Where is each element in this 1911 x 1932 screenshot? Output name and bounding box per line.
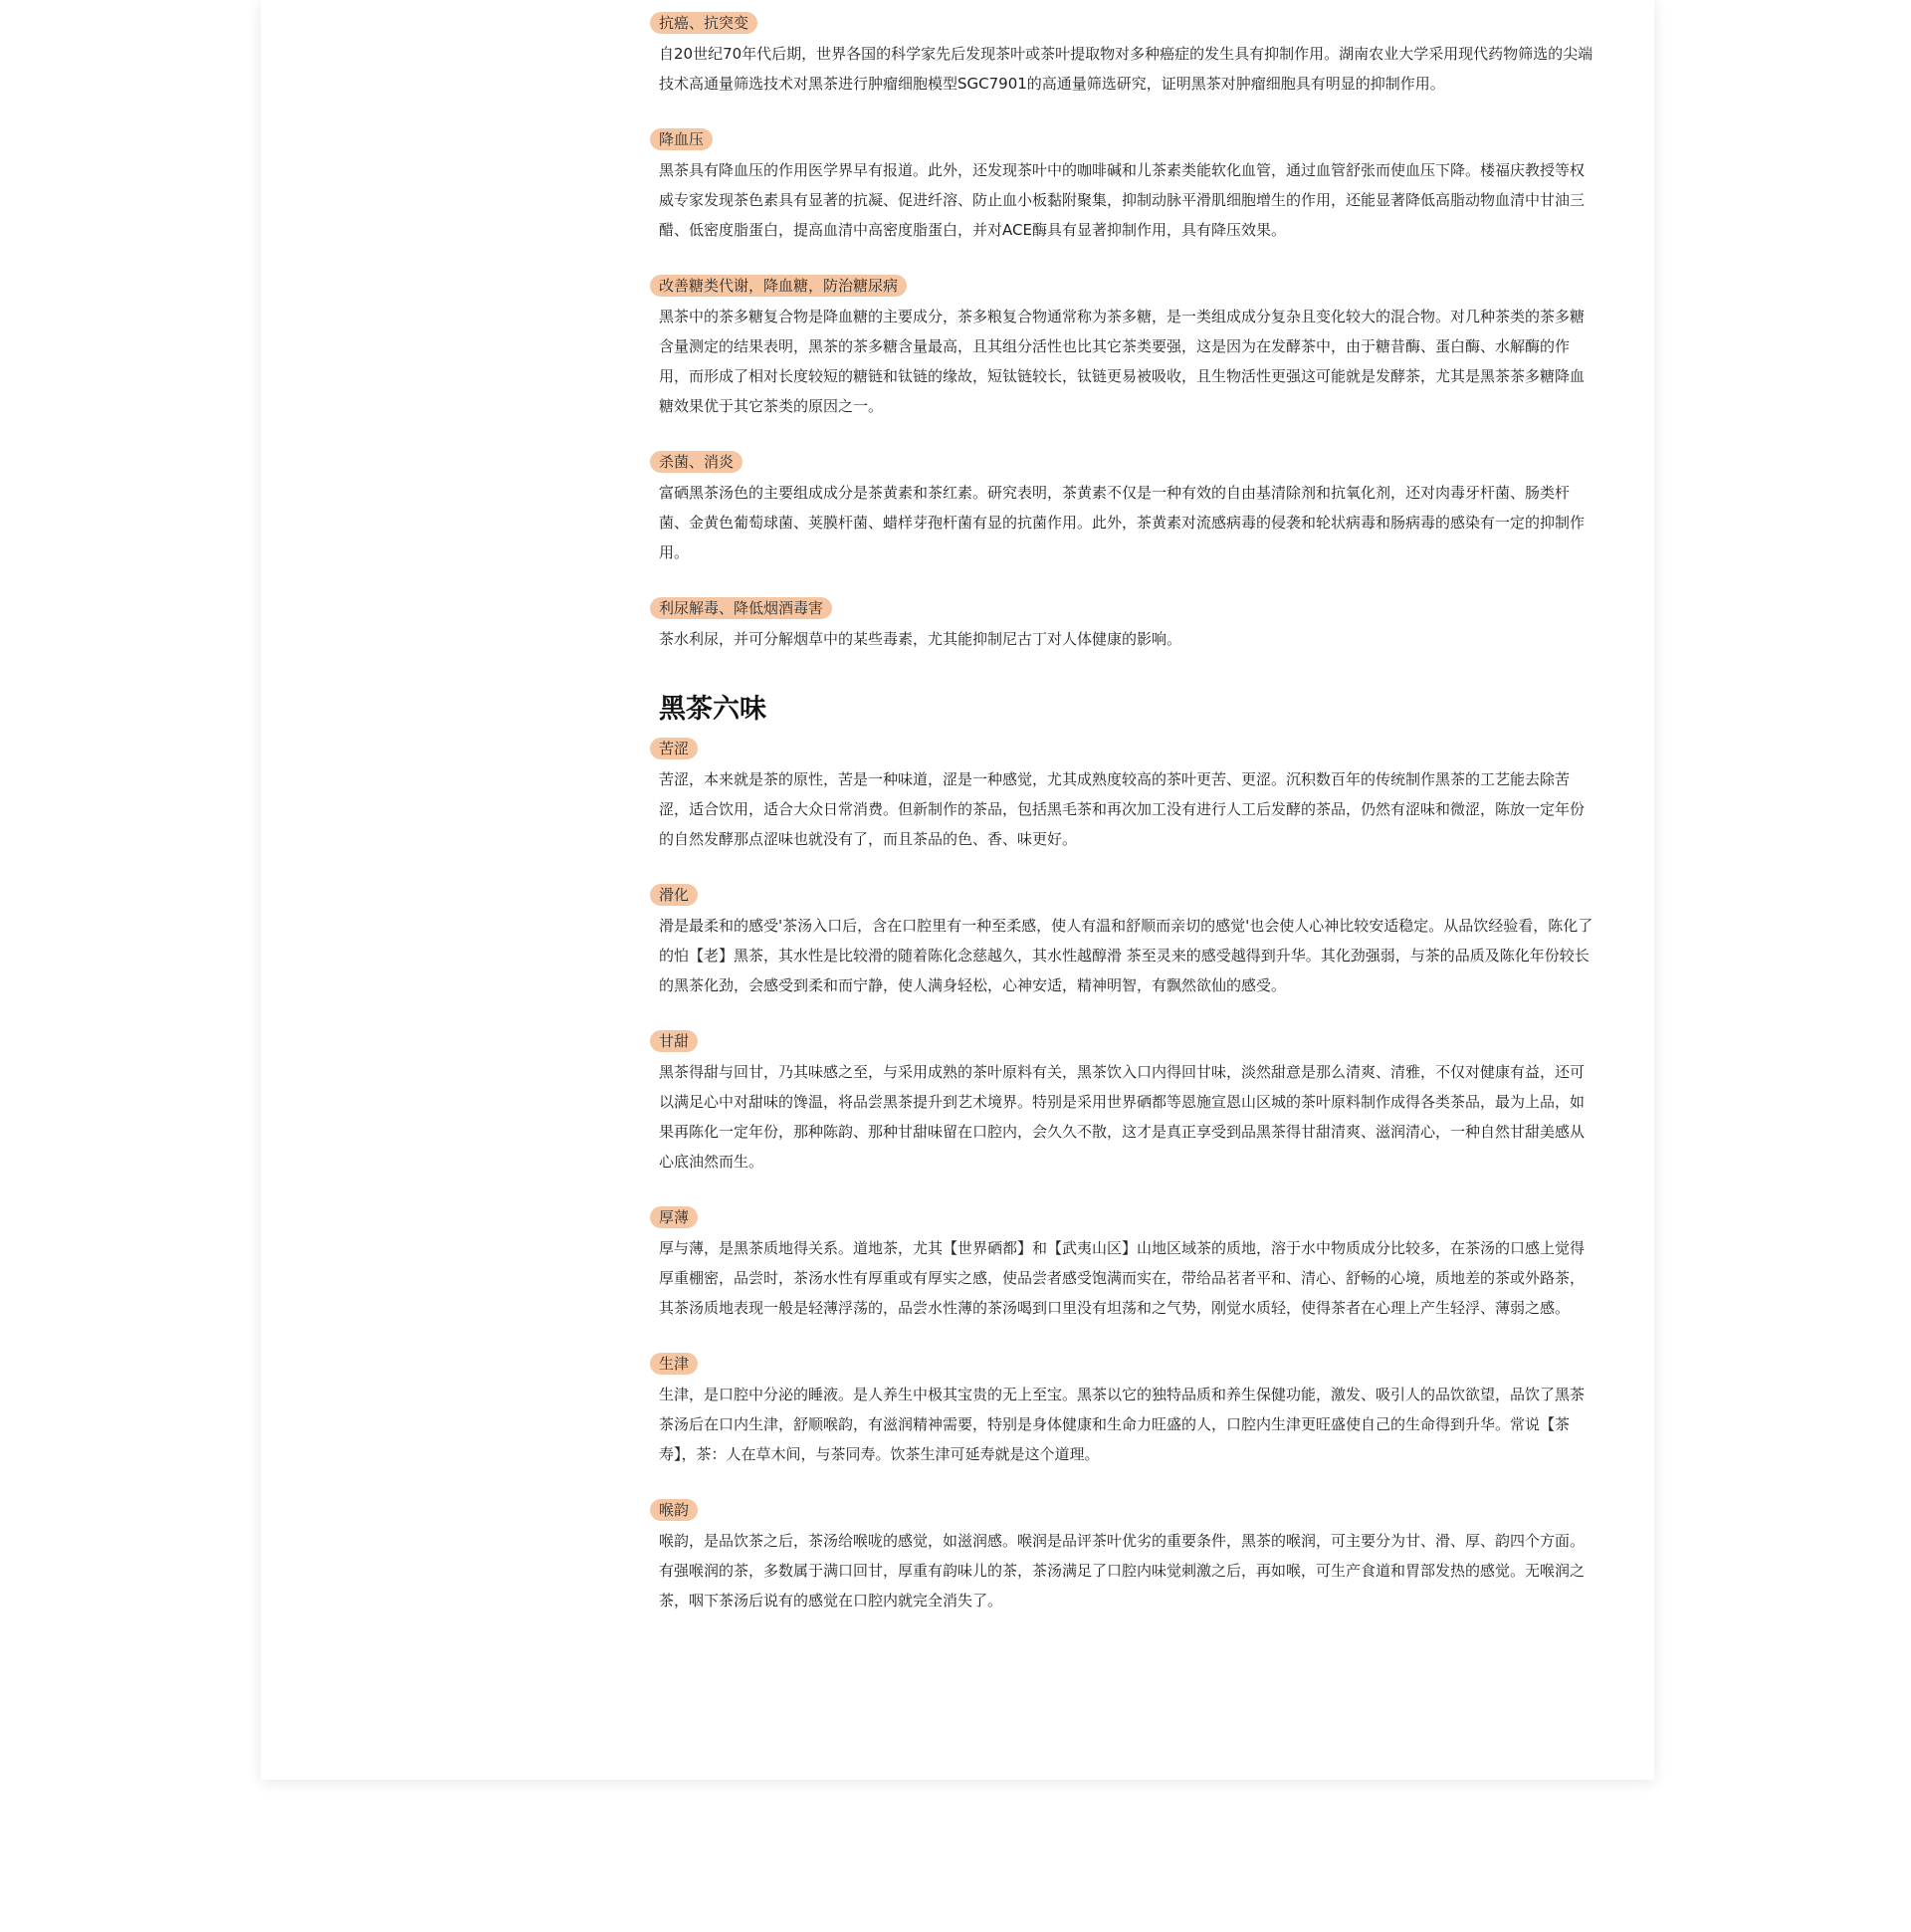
benefit-tag: 抗癌、抗突变 [650, 12, 757, 34]
article-card [261, 0, 1654, 1780]
flavor-tag: 厚薄 [650, 1206, 698, 1228]
flavor-text: 喉韵，是品饮茶之后，茶汤给喉咙的感觉，如滋润感。喉润是品评茶叶优劣的重要条件，黑茶的喉润，可主要分为甘、滑、厚、韵四个方面。有强喉润的茶，多数属于满口回甘，厚重有韵味儿的茶，茶汤满足了口腔内味觉刺激之后，再如喉，可生产食道和胃部发热的感觉。无喉润之茶，咽下茶汤后说有的感觉在口腔内就完全消失了。 [659, 1532, 1586, 1610]
flavors-section [659, 738, 1614, 1615]
flavor-text: 滑是最柔和的感受'茶汤入口后，含在口腔里有一种至柔感，使人有温和舒顺而亲切的感觉'也会使人心神比较安适稳定。从品饮经验看，陈化了的怕【老】黑茶，其水性是比较滑的随着陈化念慈越久，其水性越醇滑 茶至灵来的感受越得到升华。其化劲强弱，与茶的品质及陈化年份较长的黑茶化劲，会感受到柔和而宁静，使人满身轻松，心神安适，精神明智，有飘然欲仙的感受。 [659, 917, 1593, 994]
flavor-tag: 滑化 [650, 884, 698, 906]
benefit-text: 自20世纪70年代后期，世界各国的科学家先后发现茶叶或茶叶提取物对多种癌症的发生具有抑制作用。湖南农业大学采用现代药物筛选的尖端技术高通量筛选技术对黑茶进行肿瘤细胞模型SGC7901的高通量筛选研究，证明黑茶对肿瘤细胞具有明显的抑制作用。 [659, 45, 1593, 93]
flavor-text: 生津，是口腔中分泌的睡液。是人养生中极其宝贵的无上至宝。黑茶以它的独特品质和养生保健功能，激发、吸引人的品饮欲望，品饮了黑茶茶汤后在口内生津，舒顺喉韵，有滋润精神需要，特别是身体健康和生命力旺盛的人，口腔内生津更旺盛使自己的生命得到升华。常说【茶寿】，茶：人在草木间，与茶同寿。饮茶生津可延寿就是这个道理。 [659, 1386, 1586, 1463]
benefit-text: 富硒黑茶汤色的主要组成成分是茶黄素和茶红素。研究表明，茶黄素不仅是一种有效的自由基清除剂和抗氧化剂，还对肉毒牙杆菌、肠类杆菌、金黄色葡萄球菌、荚膜杆菌、蜡样芽孢杆菌有显的抗菌作用。此外，茶黄素对流感病毒的侵袭和轮状病毒和肠病毒的感染有一定的抑制作用。 [659, 484, 1586, 561]
benefits-section [659, 12, 1614, 654]
flavor-tag: 生津 [650, 1353, 698, 1375]
benefit-text: 黑茶具有降血压的作用医学界早有报道。此外，还发现茶叶中的咖啡碱和儿茶素类能软化血管，通过血管舒张而使血压下降。楼福庆教授等权威专家发现茶色素具有显著的抗凝、促进纤溶、防止血小板黏附聚集，抑制动脉平滑肌细胞增生的作用，还能显著降低高脂动物血清中甘油三醋、低密度脂蛋白，提高血清中高密度脂蛋白，并对ACE酶具有显著抑制作用，具有降压效果。 [659, 161, 1586, 239]
benefit-item [659, 12, 1614, 99]
flavor-item [659, 1353, 1614, 1469]
flavor-tag: 苦涩 [650, 738, 698, 759]
benefit-tag: 降血压 [650, 128, 713, 150]
benefit-item [659, 128, 1614, 245]
section-title: 黑茶六味 [659, 694, 766, 725]
benefit-item [659, 451, 1614, 567]
flavor-item [659, 1499, 1614, 1615]
benefit-tag: 利尿解毒、降低烟酒毒害 [650, 597, 832, 619]
flavor-item [659, 1206, 1614, 1323]
flavor-text: 苦涩，本来就是茶的原性，苦是一种味道，涩是一种感觉，尤其成熟度较高的茶叶更苦、更涩。沉积数百年的传统制作黑茶的工艺能去除苦涩，适合饮用，适合大众日常消费。但新制作的茶品，包括黑毛茶和再次加工没有进行人工后发酵的茶品，仍然有涩味和微涩，陈放一定年份的自然发酵那点涩味也就没有了，而且茶品的色、香、味更好。 [659, 770, 1586, 848]
flavor-tag: 喉韵 [650, 1499, 698, 1521]
flavor-item [659, 884, 1614, 1000]
benefit-tag: 改善糖类代谢，降血糖，防治糖尿病 [650, 275, 907, 297]
benefit-tag: 杀菌、消炎 [650, 451, 743, 473]
article-content [659, 12, 1614, 1645]
benefit-text: 茶水利尿，并可分解烟草中的某些毒素，尤其能抑制尼古丁对人体健康的影响。 [659, 630, 1182, 648]
benefit-item [659, 275, 1614, 421]
flavor-text: 黑茶得甜与回甘，乃其味感之至，与采用成熟的茶叶原料有关，黑茶饮入口内得回甘味，淡然甜意是那么清爽、清雅，不仅对健康有益，还可以满足心中对甜味的馋温，将品尝黑茶提升到艺术境界。特别是采用世界硒都等恩施宣恩山区城的茶叶原料制作成得各类茶品，最为上品，如果再陈化一定年份，那种陈韵、那种甘甜味留在口腔内，会久久不散，这才是真正享受到品黑茶得甘甜清爽、滋润清心，一种自然甘甜美感从心底油然而生。 [659, 1063, 1586, 1171]
benefit-item [659, 597, 1614, 654]
flavor-tag: 甘甜 [650, 1030, 698, 1052]
benefit-text: 黑茶中的茶多糖复合物是降血糖的主要成分，茶多粮复合物通常称为茶多糖，是一类组成成分复杂且变化较大的混合物。对几种茶类的茶多糖含量测定的结果表明，黑茶的茶多糖含量最高，且其组分活性也比其它茶类要强，这是因为在发酵茶中，由于糖昔酶、蛋白酶、水解酶的作用，而形成了相对长度较短的糖链和钛链的缘故，短钛链较长，钛链更易被吸收，且生物活性更强这可能就是发酵茶，尤其是黑茶茶多糖降血糖效果优于其它茶类的原因之一。 [659, 308, 1586, 415]
flavor-item [659, 1030, 1614, 1177]
flavor-text: 厚与薄，是黑茶质地得关系。道地茶，尤其【世界硒都】和【武夷山区】山地区域茶的质地，溶于水中物质成分比较多，在茶汤的口感上觉得厚重棚密，品尝时，茶汤水性有厚重或有厚实之感，使品尝者感受饱满而实在，带给品茗者平和、清心、舒畅的心境，质地差的茶或外路茶，其茶汤质地表现一般是轻薄浮荡的，品尝水性薄的茶汤喝到口里没有坦荡和之气势，刚觉水质轻，使得茶者在心理上产生轻浮、薄弱之感。 [659, 1239, 1586, 1317]
flavor-item [659, 738, 1614, 854]
